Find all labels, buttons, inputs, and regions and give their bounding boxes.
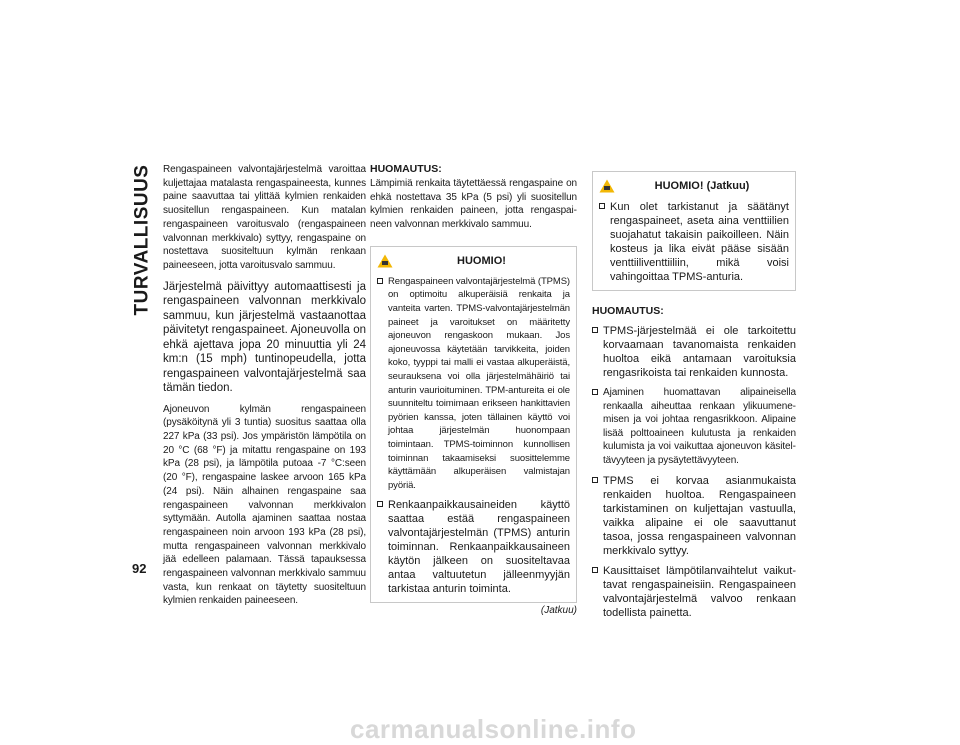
- list-item: [592, 324, 796, 380]
- list-item: [599, 200, 789, 284]
- list-item-text: TPMS-järjestelmää ei ole tarkoitettu korvaamaan tavanomaista renkaiden huoltoa eikä antamaan varoituksia rengasrikoista tai renkaiden kunnosta.: [603, 325, 796, 379]
- section-title-text: TURVALLISUUS: [131, 164, 152, 316]
- warning-triangle-icon: [377, 254, 393, 268]
- column-3: [592, 163, 796, 620]
- bullet-square-icon: [599, 203, 605, 209]
- continued-label: (Jatkuu): [540, 605, 577, 617]
- paragraph-pressure-example: Ajoneuvon kylmän rengaspaineen (pysäköitynä yli 3 tuntia) suositus saattaa olla 227 kPa (33 psi). Jos ympäristön lämpötila on 20 °C (68 °F) ja mitattu rengaspaine on 193 kPa (28 psi), ja lämpötila putoaa -7 °C:seen (20 °F), rengaspaine laskee arvoon 165 kPa (24 psi). Näin alhainen rengaspaine saa rengaspaineen valvonnan merkkivalon syttymään. Autolla ajaminen saattaa nostaa rengaspaineen noin arvoon 193 kPa (28 psi), mutta rengaspaineen valvonnan merkkivalo jää edelleen palamaan. Tässä tapauksessa rengaspaineen valvonnan merkkivalo sammuu vasta, kun renkaat on täytetty suositeltuun kylmien renkaiden paineeseen.: [163, 403, 366, 607]
- warning-box-header: [593, 172, 795, 200]
- list-item: [592, 474, 796, 558]
- note-list: [592, 324, 796, 620]
- column-2: [370, 163, 577, 616]
- list-item-text: Rengaspaineen valvontajärjestelmä (TPMS) on optimoitu alkuperäisiä renkaita ja vanteita varten. TPMS-valvontajärjestelmän paineet ja varoitukset on määritetty ajoneuvon rengaskoon mukaan. Jos ajoneuvossa käytetään tarvikkeita, joiden koko, tyyppi tai malli ei vastaa alkuperäistä, seurauksena voi olla järjestelmähäiriö tai anturin vaurioituminen. TPM-antureita ei ole suunniteltu toimimaan erikseen hankittavien pyörien kanssa, joten tällainen käyttö voi johtaa järjestelmän huonompaan toimintaan. TPMS-toiminnon kunnollisen toiminnan takaamiseksi suosittelemme käyttämään alkuperäisen valmistajan pyöriä.: [388, 275, 570, 491]
- note-heading: HUOMAUTUS:: [370, 163, 442, 175]
- page-number: 92: [132, 561, 147, 576]
- warning-box-title: HUOMIO!: [457, 254, 506, 267]
- bullet-square-icon: [592, 477, 598, 483]
- list-item-text: Ajaminen huomattavan alipaineisella renkaalla aiheuttaa renkaan ylikuumenemisen ja voi johtaa rengasrikkoon. Alipaine lisää polttoaineen kulutusta ja renkaiden kulumista ja voi vaikuttaa ajoneuvon käsiteltävyyteen ja pysäytettävyyteen.: [603, 387, 796, 466]
- warning-box: [370, 246, 577, 604]
- column-1: [163, 163, 366, 608]
- warning-box-body: [593, 200, 795, 290]
- note-heading: HUOMAUTUS:: [592, 305, 664, 317]
- list-item: [377, 498, 570, 596]
- watermark: carmanualsonline.info: [350, 714, 637, 744]
- bullet-square-icon: [377, 278, 383, 284]
- warning-triangle-icon: [599, 179, 615, 193]
- bullet-square-icon: [592, 327, 598, 333]
- list-item-text: Kausittaiset lämpötilanvaihtelut vaikuttavat rengaspaineisiin. Rengaspaineen valvontajärjestelmä valvoo renkaan todellista painetta.: [603, 564, 796, 619]
- paragraph-tpms-intro: Rengaspaineen valvontajärjestelmä varoittaa kuljettajaa matalasta rengaspaineesta, kunnes paine saavuttaa tai ylittää kylmien renkaiden suositellun rengaspaineen. Kun matalan rengaspaineen varoitusvalo (rengaspaineen valvonnan merkkivalo) syttyy, rengaspaine on nostettava suositeltuun kylmän renkaan paineeseen, jotta varoitusvalo sammuu.: [163, 164, 366, 271]
- section-title: [129, 160, 155, 320]
- list-item: [592, 564, 796, 620]
- bullet-square-icon: [377, 501, 383, 507]
- list-item-text: Kun olet tarkistanut ja säätänyt rengaspaineet, aseta aina venttiilien suojahatut takaisin paikoilleen. Näin kosteus ja lika eivät pääse sisään venttiiliventtiiliin, mikä voisi vahingoittaa TPMS-anturia.: [610, 201, 789, 283]
- bullet-square-icon: [592, 567, 598, 573]
- list-item: [592, 386, 796, 468]
- warning-box-title: HUOMIO! (Jatkuu): [654, 180, 750, 192]
- warning-box-header: [371, 247, 576, 275]
- note-text: Lämpimiä renkaita täytettäessä rengaspaine on ehkä nostettava 35 kPa (5 psi) yli suositellun kylmien renkaiden paineen, jotta rengaspaineen valvonnan merkkivalo sammuu.: [370, 178, 577, 231]
- warning-box-body: [371, 275, 576, 603]
- paragraph-system-update: Järjestelmä päivittyy automaattisesti ja rengaspaineen valvonnan merkkivalo sammuu, kun järjestelmä vastaanottaa päivitetyt rengaspaineet. Ajoneuvolla on ehkä ajettava jopa 20 minuuttia yli 24 km:n (15 mph) tuntinopeudella, jotta rengaspaineen valvontajärjestelmä saa tämän tiedon.: [163, 280, 366, 395]
- list-item-text: TPMS ei korvaa asianmukaista renkaiden huoltoa. Rengaspaineen tarkistaminen on kuljettajan vastuulla, vaikka alipaine ei ole saavuttanut tasoa, jossa rengaspaineen valvonnan merkkivalo syttyy.: [603, 474, 796, 557]
- list-item-text: Renkaanpaikkausaineiden käyttö saattaa estää rengaspaineen valvontajärjestelmän (TPMS) anturin toiminnan. Renkaanpaikkausaineen käytön jälkeen on suositeltavaa antaa valtuutetun jälleenmyyjän tarkistaa anturin toiminta.: [388, 499, 570, 596]
- list-item: [377, 275, 570, 493]
- warning-box-continued: [592, 171, 796, 291]
- bullet-square-icon: [592, 389, 598, 395]
